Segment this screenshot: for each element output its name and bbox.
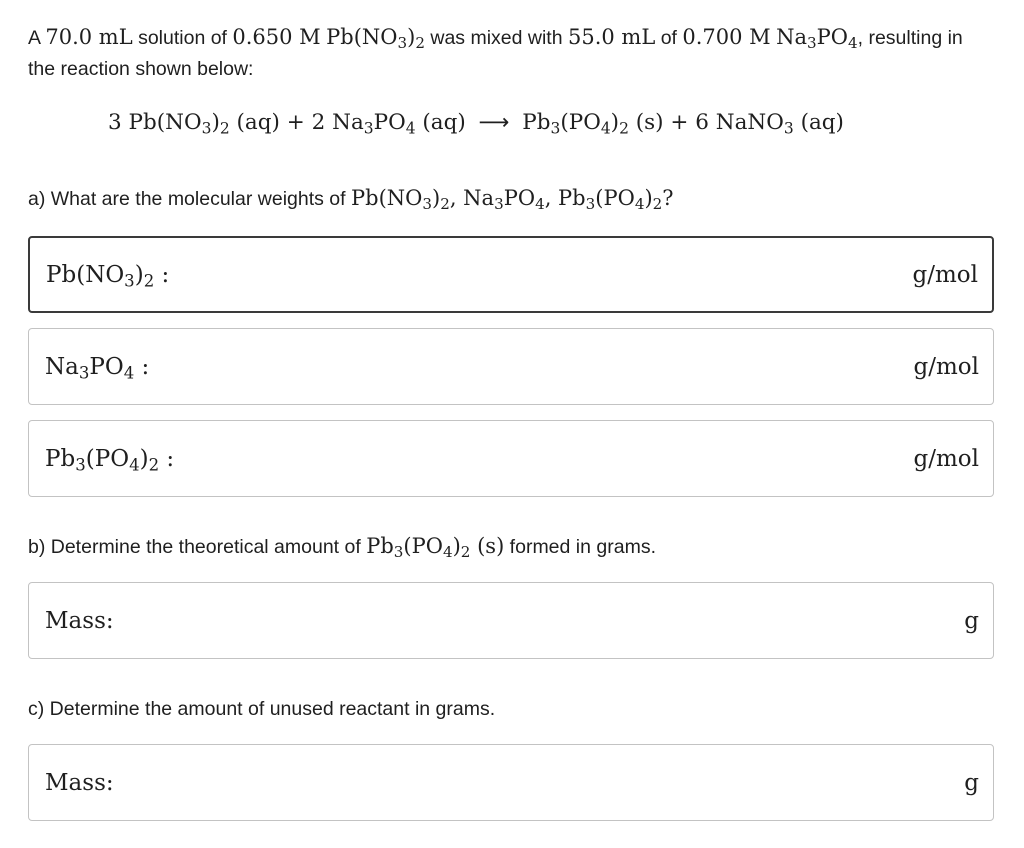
field-label: Mass: (45, 607, 114, 634)
intro-text: was mixed with (424, 27, 568, 49)
reaction-equation: 3 $Pb(NO_3)_2$ (aq) + 2 $Na_3PO_4$ (aq) ⟶ $Pb_3(PO_4)_2$ (s) + 6 NaNO$_3$ (aq) (108, 110, 844, 138)
molecular-weight-input-lead-phosphate[interactable] (229, 431, 883, 486)
unit-label: g (964, 607, 979, 634)
field-label: $Pb_3(PO_4)_2$ : (45, 445, 175, 475)
formula-lead-nitrate: $Pb(NO_3)_2$ (326, 25, 425, 53)
reaction-arrow-icon: ⟶ (478, 110, 510, 135)
answer-field-lead-phosphate[interactable] (28, 420, 994, 497)
formula-sodium-phosphate: $Na_3PO_4$ (776, 25, 858, 53)
unit-label: g (964, 769, 979, 796)
concentration-1: 0.650 M (232, 25, 321, 49)
unit-label: g/mol (913, 353, 979, 380)
unused-reactant-mass-input[interactable] (229, 755, 883, 810)
question-a: a) What are the molecular weights of $Pb(NO_3)_2$, $Na_3PO_4$, $Pb_3(PO_4)_2$? (28, 186, 674, 214)
intro-text: A (28, 27, 46, 49)
theoretical-mass-input[interactable] (229, 593, 883, 648)
intro-text: solution of (132, 27, 233, 49)
volume-2: 55.0 mL (567, 25, 656, 49)
answer-field-theoretical-mass[interactable] (28, 582, 994, 659)
volume-1: 70.0 mL (45, 25, 133, 49)
intro-text: of (655, 27, 683, 49)
question-b: b) Determine the theoretical amount of $Pb_3(PO_4)_2$ (s) formed in grams. (28, 534, 656, 562)
unit-label: g/mol (913, 445, 979, 472)
intro-text: the reaction shown below: (28, 58, 254, 80)
answer-field-sodium-phosphate[interactable] (28, 328, 994, 405)
field-label: Mass: (45, 769, 114, 796)
field-label: $Pb(NO_3)_2$ : (46, 261, 170, 291)
molecular-weight-input-sodium-phosphate[interactable] (229, 339, 883, 394)
answer-field-lead-nitrate[interactable] (28, 236, 994, 313)
unit-label: g/mol (912, 261, 978, 288)
field-label: $Na_3PO_4$ : (45, 353, 150, 383)
question-c: c) Determine the amount of unused reactant in grams. (28, 698, 496, 720)
intro-text: , resulting in (857, 27, 963, 49)
molecular-weight-input-lead-nitrate[interactable] (230, 248, 882, 301)
answer-field-unused-reactant-mass[interactable] (28, 744, 994, 821)
problem-statement (28, 22, 996, 85)
concentration-2: 0.700 M (682, 25, 771, 49)
